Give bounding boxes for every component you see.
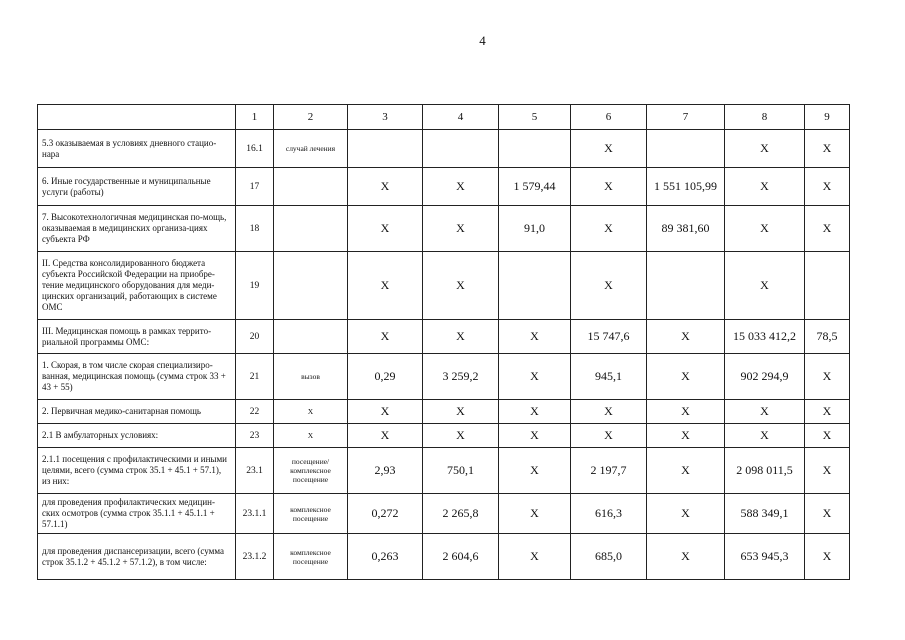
row-code-cell: 18 [236, 206, 274, 252]
row-value-c9: X [805, 534, 850, 580]
row-value-c6: 945,1 [571, 354, 647, 400]
table-row [38, 494, 850, 534]
table-row [38, 424, 850, 448]
row-code-cell: 19 [236, 252, 274, 320]
row-code-cell: 23.1 [236, 448, 274, 494]
row-code-cell: 22 [236, 400, 274, 424]
page-number: 4 [479, 33, 486, 48]
table-row [38, 168, 850, 206]
row-value-c9: X [805, 168, 850, 206]
header-row [38, 105, 850, 130]
table-row [38, 130, 850, 168]
row-value-c4: X [423, 400, 499, 424]
row-value-c3: 2,93 [348, 448, 423, 494]
table-row [38, 320, 850, 354]
row-value-c8: X [725, 252, 805, 320]
row-value-c6: 2 197,7 [571, 448, 647, 494]
row-value-c8: X [725, 424, 805, 448]
row-code-cell: 16.1 [236, 130, 274, 168]
row-unit-cell [274, 206, 348, 252]
row-value-c6: X [571, 424, 647, 448]
row-unit-cell [274, 168, 348, 206]
header-cell: 8 [725, 105, 805, 130]
row-code-cell: 21 [236, 354, 274, 400]
row-value-c3: 0,29 [348, 354, 423, 400]
header-cell: 1 [236, 105, 274, 130]
row-value-c3: X [348, 400, 423, 424]
row-name-cell: 5.3 оказываемая в условиях дневного стацио-нара [38, 130, 236, 168]
row-value-c5 [499, 252, 571, 320]
row-name-cell: 7. Высокотехнологичная медицинская по-мощь, оказываемая в медицинских организа-циях субъекта РФ [38, 206, 236, 252]
table-row [38, 354, 850, 400]
row-value-c8: X [725, 400, 805, 424]
table-row [38, 252, 850, 320]
row-value-c6: X [571, 252, 647, 320]
row-value-c7: X [647, 424, 725, 448]
row-name-cell: 2. Первичная медико-санитарная помощь [38, 400, 236, 424]
header-cell: 5 [499, 105, 571, 130]
row-value-c9: 78,5 [805, 320, 850, 354]
row-code-cell: 17 [236, 168, 274, 206]
row-value-c8: 588 349,1 [725, 494, 805, 534]
row-value-c9: X [805, 424, 850, 448]
row-value-c8: 653 945,3 [725, 534, 805, 580]
row-value-c8: X [725, 168, 805, 206]
row-value-c7 [647, 252, 725, 320]
row-name-cell: III. Медицинская помощь в рамках террито-риальной программы ОМС: [38, 320, 236, 354]
header-cell: 3 [348, 105, 423, 130]
row-value-c7: X [647, 534, 725, 580]
row-value-c9: X [805, 400, 850, 424]
header-cell: 2 [274, 105, 348, 130]
row-value-c3: X [348, 252, 423, 320]
row-value-c5: X [499, 534, 571, 580]
row-code-cell: 23.1.2 [236, 534, 274, 580]
row-unit-cell: случай лечения [274, 130, 348, 168]
row-value-c8: X [725, 130, 805, 168]
header-cell: 9 [805, 105, 850, 130]
row-value-c7: X [647, 448, 725, 494]
row-value-c4: X [423, 424, 499, 448]
header-cell: 4 [423, 105, 499, 130]
row-value-c6: 685,0 [571, 534, 647, 580]
row-value-c5: 1 579,44 [499, 168, 571, 206]
row-value-c6: X [571, 400, 647, 424]
row-value-c4 [423, 130, 499, 168]
data-table [37, 104, 850, 580]
table-row [38, 448, 850, 494]
row-value-c3: X [348, 320, 423, 354]
row-value-c7: X [647, 494, 725, 534]
row-name-cell: 1. Скорая, в том числе скорая специализиро-ванная, медицинская помощь (сумма строк 33 + 43 + 55) [38, 354, 236, 400]
row-value-c4: 2 604,6 [423, 534, 499, 580]
table-row [38, 206, 850, 252]
row-value-c9: X [805, 130, 850, 168]
row-unit-cell: комплексное посещение [274, 494, 348, 534]
row-value-c7: X [647, 320, 725, 354]
row-value-c6: 616,3 [571, 494, 647, 534]
row-value-c6: X [571, 130, 647, 168]
row-value-c4: 750,1 [423, 448, 499, 494]
row-value-c9: X [805, 206, 850, 252]
header-cell: 7 [647, 105, 725, 130]
row-value-c4: X [423, 252, 499, 320]
table-row [38, 400, 850, 424]
row-name-cell: 6. Иные государственные и муниципальные услуги (работы) [38, 168, 236, 206]
row-unit-cell: комплексное посещение [274, 534, 348, 580]
row-name-cell: для проведения диспансеризации, всего (сумма строк 35.1.2 + 45.1.2 + 57.1.2), в том числе: [38, 534, 236, 580]
row-value-c5: X [499, 494, 571, 534]
row-unit-cell [274, 252, 348, 320]
row-name-cell: для проведения профилактических медицин-ских осмотров (сумма строк 35.1.1 + 45.1.1 + 57.1.1) [38, 494, 236, 534]
row-value-c7: X [647, 354, 725, 400]
row-unit-cell [274, 320, 348, 354]
row-value-c5: 91,0 [499, 206, 571, 252]
row-unit-cell: вызов [274, 354, 348, 400]
row-value-c8: 902 294,9 [725, 354, 805, 400]
row-value-c5: X [499, 320, 571, 354]
row-code-cell: 23.1.1 [236, 494, 274, 534]
row-value-c9: X [805, 494, 850, 534]
row-code-cell: 20 [236, 320, 274, 354]
row-name-cell: 2.1.1 посещения с профилактическими и иными целями, всего (сумма строк 35.1 + 45.1 + 57.1), из них: [38, 448, 236, 494]
row-value-c8: 2 098 011,5 [725, 448, 805, 494]
row-value-c6: X [571, 168, 647, 206]
row-value-c8: X [725, 206, 805, 252]
row-value-c9 [805, 252, 850, 320]
row-value-c9: X [805, 354, 850, 400]
row-value-c7: X [647, 400, 725, 424]
header-cell [38, 105, 236, 130]
row-value-c7: 1 551 105,99 [647, 168, 725, 206]
header-cell: 6 [571, 105, 647, 130]
row-value-c3: 0,272 [348, 494, 423, 534]
row-value-c8: 15 033 412,2 [725, 320, 805, 354]
row-value-c7 [647, 130, 725, 168]
row-value-c6: 15 747,6 [571, 320, 647, 354]
row-unit-cell: X [274, 424, 348, 448]
row-value-c3: X [348, 424, 423, 448]
row-value-c7: 89 381,60 [647, 206, 725, 252]
row-value-c6: X [571, 206, 647, 252]
row-value-c3: X [348, 168, 423, 206]
row-value-c3 [348, 130, 423, 168]
row-unit-cell: X [274, 400, 348, 424]
row-value-c3: X [348, 206, 423, 252]
row-value-c5: X [499, 354, 571, 400]
row-value-c3: 0,263 [348, 534, 423, 580]
table-row [38, 534, 850, 580]
row-name-cell: II. Средства консолидированного бюджета субъекта Российской Федерации на приобре-тение медицинского оборудования для меди-цинских организаций, работающих в системе ОМС [38, 252, 236, 320]
row-value-c4: 3 259,2 [423, 354, 499, 400]
row-value-c5: X [499, 424, 571, 448]
row-value-c5: X [499, 448, 571, 494]
row-value-c5: X [499, 400, 571, 424]
row-name-cell: 2.1 В амбулаторных условиях: [38, 424, 236, 448]
row-code-cell: 23 [236, 424, 274, 448]
row-value-c5 [499, 130, 571, 168]
row-value-c4: X [423, 206, 499, 252]
row-value-c9: X [805, 448, 850, 494]
row-value-c4: X [423, 168, 499, 206]
row-unit-cell: посещение/ комплексное посещение [274, 448, 348, 494]
row-value-c4: X [423, 320, 499, 354]
row-value-c4: 2 265,8 [423, 494, 499, 534]
